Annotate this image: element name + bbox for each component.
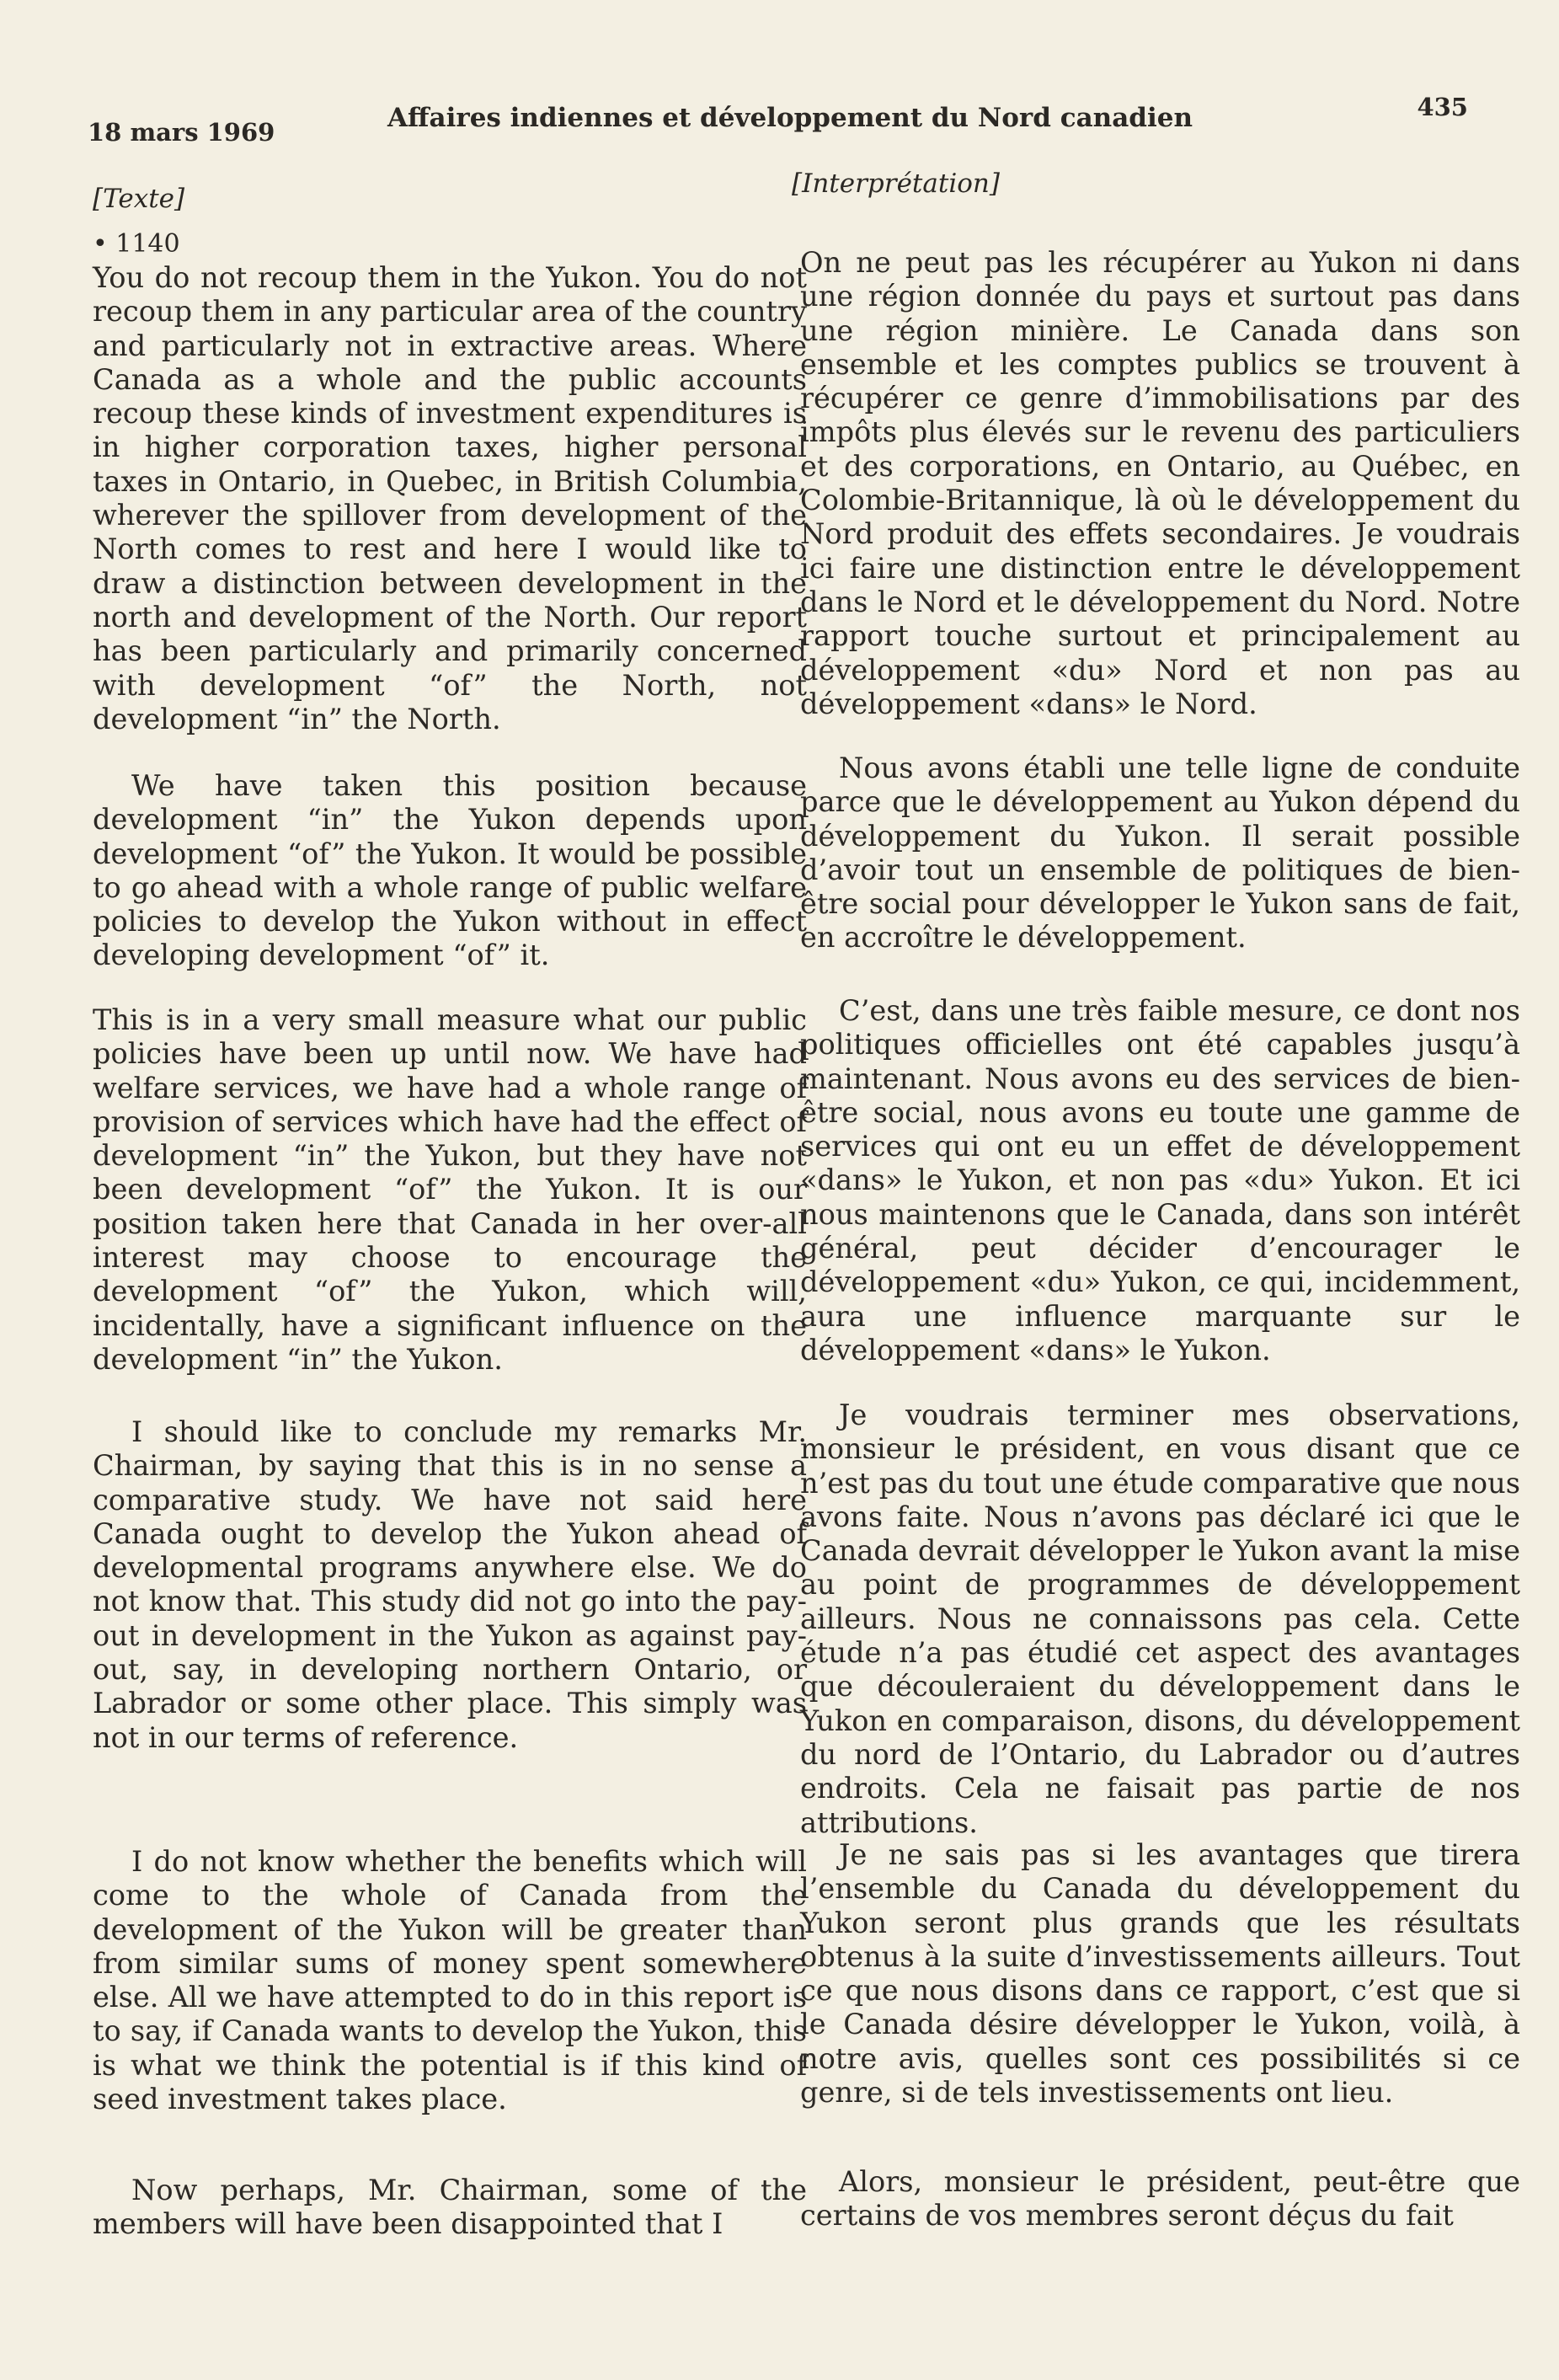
page-header [88,93,1468,150]
french-paragraph-5: Je ne sais pas si les avantages que tirera l’ensemble du Canada du développement du Yukon seront plus grands que les résultats obtenus à la suite d’investissements ailleurs. Tout ce que nous disons dans ce rapport, c’est que si le Canada désire développer le Yukon, voilà, à notre avis, quelles sont ces possibilités si ce genre, si de tels investissements ont lieu. [800,1838,1520,2110]
page-number: 435 [1417,93,1468,121]
section-label-interpretation: [Interprétation] [792,168,1000,199]
french-paragraph-6: Alors, monsieur le président, peut-être que certains de vos membres seront déçus du fait [800,2165,1520,2233]
english-paragraph-6: Now perhaps, Mr. Chairman, some of the members will have been disappointed that I [93,2174,807,2241]
english-paragraph-4: I should like to conclude my remarks Mr. Chairman, by saying that this is in no sense a comparative study. We have not said here Canada ought to develop the Yukon ahead of developmental programs anywhere else. We do not know that. This study did not go into the pay-out in development in the Yukon as against pay-out, say, in developing northern Ontario, or Labrador or some other place. This simply was not in our terms of reference. [93,1415,807,1754]
english-paragraph-5: I do not know whether the benefits which will come to the whole of Canada from the development of the Yukon will be greater than from similar sums of money spent somewhere else. All we have attempted to do in this report is to say, if Canada wants to develop the Yukon, this is what we think the potential is if this kind of seed investment takes place. [93,1845,807,2116]
section-label-texte: [Texte] [93,184,185,214]
french-paragraph-1: On ne peut pas les récupérer au Yukon ni dans une région donnée du pays et surtout pas dans une région minière. Le Canada dans son ensemble et les comptes publics se trouvent à récupérer ce genre d’immobilisations par des impôts plus élevés sur le revenu des particuliers et des corporations, en Ontario, au Québec, en Colombie-Britannique, là où le développement du Nord produit des effets secondaires. Je voudrais ici faire une distinction entre le développement dans le Nord et le développement du Nord. Notre rapport touche surtout et principalement au développement «du» Nord et non pas au développement «dans» le Nord. [800,246,1520,720]
french-paragraph-3: C’est, dans une très faible mesure, ce dont nos politiques officielles ont été capables jusqu’à maintenant. Nous avons eu des services de bien-être social, nous avons eu toute une gamme de services qui ont eu un effet de développement «dans» le Yukon, et non pas «du» Yukon. Et ici nous maintenons que le Canada, dans son intérêt général, peut décider d’encourager le développement «du» Yukon, ce qui, incidemment, aura une influence marquante sur le développement «dans» le Yukon. [800,994,1520,1366]
header-title: Affaires indiennes et développement du Nord canadien [387,103,1193,133]
french-paragraph-4: Je voudrais terminer mes observations, monsieur le président, en vous disant que ce n’est pas du tout une étude comparative que nous avons faite. Nous n’avons pas déclaré ici que le Canada devrait développer le Yukon avant la mise au point de programmes de développement ailleurs. Nous ne connaissons pas cela. Cette étude n’a pas étudié cet aspect des avantages que découleraient du développement dans le Yukon en comparaison, disons, du développement du nord de l’Ontario, du Labrador ou d’autres endroits. Cela ne faisait pas partie de nos attributions. [800,1399,1520,1839]
time-marker: • 1140 [93,229,180,259]
english-paragraph-3: This is in a very small measure what our public policies have been up until now. We have had welfare services, we have had a whole range of provision of services which have had the effect of development “in” the Yukon, but they have not been development “of” the Yukon. It is our position taken here that Canada in her over-all interest may choose to encourage the development “of” the Yukon, which will, incidentally, have a significant influence on the development “in” the Yukon. [93,1003,807,1376]
header-date: 18 mars 1969 [88,118,275,147]
english-paragraph-1: You do not recoup them in the Yukon. You do not recoup them in any particular area of the country and particularly not in extractive areas. Where Canada as a whole and the public accounts recoup these kinds of investment expenditures is in higher corporation taxes, higher personal taxes in Ontario, in Quebec, in British Columbia, wherever the spillover from development of the North comes to rest and here I would like to draw a distinction between development in the north and development of the North. Our report has been particularly and primarily concerned with development “of” the North, not development “in” the North. [93,261,807,735]
french-paragraph-2: Nous avons établi une telle ligne de conduite parce que le développement au Yukon dépend du développement du Yukon. Il serait possible d’avoir tout un ensemble de politiques de bien-être social pour développer le Yukon sans de fait, en accroître le développement. [800,751,1520,955]
english-paragraph-2: We have taken this position because development “in” the Yukon depends upon development “of” the Yukon. It would be possible to go ahead with a whole range of public welfare policies to develop the Yukon without in effect developing development “of” it. [93,769,807,972]
